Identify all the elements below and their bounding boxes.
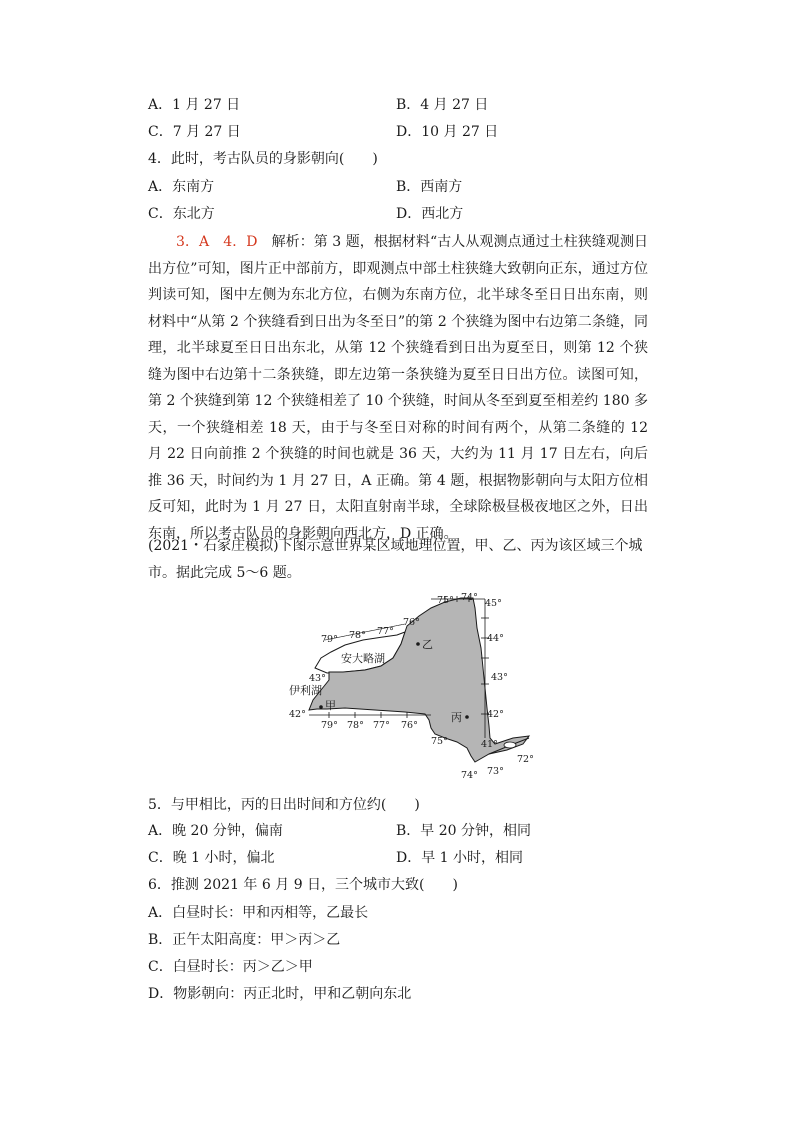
region-map (285, 588, 535, 780)
upper-lon-label: 77° (377, 626, 394, 637)
question-group-intro (148, 533, 648, 587)
upper-lon-label: 79° (321, 634, 338, 645)
bottom-lon-label: 74° (461, 770, 478, 780)
right-lat-label: 43° (491, 672, 508, 683)
q3-option-c: C．7 月 27 日 (148, 124, 241, 140)
city-jia-dot (319, 705, 323, 709)
city-bing-dot (465, 715, 469, 719)
q6-option-d: D．物影朝向：丙正北时，甲和乙朝向东北 (148, 986, 412, 1002)
upper-lon-label: 78° (349, 630, 366, 641)
q3-option-a: A．1 月 27 日 (148, 97, 241, 113)
lake-erie-label: 伊利湖 (289, 684, 322, 697)
q5-option-d: D．早 1 小时，相同 (396, 850, 524, 866)
q5-option-c: C．晚 1 小时，偏北 (148, 850, 275, 866)
answer-key: 3．A 4．D (176, 234, 258, 250)
city-jia-label: 甲 (325, 699, 336, 712)
bottom-lon-label: 72° (517, 754, 534, 765)
bottom-lon-label: 79° (321, 720, 338, 731)
left-lat-label: 43° (309, 673, 326, 684)
q5-stem: 5．与甲相比，丙的日出时间和方位约( ) (148, 797, 420, 813)
city-bing-label: 丙 (451, 711, 462, 724)
bottom-lon-label: 76° (401, 720, 418, 731)
bottom-lon-label: 73° (487, 766, 504, 777)
q4-stem: 4．此时，考古队员的身影朝向( ) (148, 151, 378, 167)
q3-option-d: D．10 月 27 日 (396, 124, 499, 140)
top-lon-label: 75° (437, 595, 454, 606)
city-yi-dot (416, 642, 420, 646)
q5-option-b: B．早 20 分钟，相同 (396, 823, 532, 839)
q6-option-b: B．正午太阳高度：甲＞丙＞乙 (148, 932, 341, 948)
explanation-text: 解析：第 3 题，根据材料“古人从观测点通过土柱狭缝观测日出方位”可知，图片正中部前方，即观测点中部土柱狭缝大致朝向正东，通过方位判读可知，图中左侧为东北方位，右侧为东南方位，北半球冬至日日出东南，则材料中“从第 2 个狭缝看到日出为冬至日”的第 2 个狭缝为图中右边第二条缝，同理，北半球夏至日日出东北，从第 12 个狭缝看到日出为夏至日，则第 12 个狭缝为图中右边第十二条狭缝，即左边第一条狭缝为夏至日日出方位。读图可知，第 2 个狭缝到第 12 个狭缝相差了 10 个狭缝，时间从冬至到夏至相差约 180 多天，一个狭缝相差 18 天，由于与冬至日对称的时间有两个，从第二条缝的 12 月 22 日向前推 2 个狭缝的时间也就是 36 天，大约为 11 月 17 日左右，向后推 36 天，时间约为 1 月 27 日，A 正确。第 4 题，根据物影朝向与太阳方位相反可知，此时为 1 月 27 日，太阳直射南半球，全球除极昼极夜地区之外，日出东南，所以考古队员的身影朝向西北方，D 正确。 (148, 234, 649, 542)
q4-option-d: D．西北方 (396, 206, 464, 222)
q6-option-a: A．白昼时长：甲和丙相等，乙最长 (148, 905, 369, 921)
q4-option-b: B．西南方 (396, 179, 463, 195)
top-lon-label: 74° (461, 592, 478, 603)
lake-ontario-label: 安大略湖 (341, 652, 385, 665)
right-lat-label: 45° (485, 598, 502, 609)
q6-option-c: C．白昼时长：丙＞乙＞甲 (148, 959, 313, 975)
bottom-lon-label: 78° (347, 720, 364, 731)
bay-shape (504, 742, 516, 748)
right-lat-label: 44° (487, 633, 504, 644)
city-yi-label: 乙 (422, 638, 433, 651)
explanation-paragraph (148, 229, 648, 547)
q5-option-a: A．晚 20 分钟，偏南 (148, 823, 283, 839)
q3-option-b: B．4 月 27 日 (396, 97, 489, 113)
upper-lon-label: 76° (403, 617, 420, 628)
bottom-lon-label: 75° (431, 736, 448, 747)
right-lat-label: 41° (481, 739, 498, 750)
bottom-lon-label: 77° (373, 720, 390, 731)
intro-text: (2021・石家庄模拟)下图示意世界某区域地理位置，甲、乙、丙为该区域三个城市。据此完成 5～6 题。 (148, 538, 643, 581)
q4-option-c: C．东北方 (148, 206, 215, 222)
q6-stem: 6．推测 2021 年 6 月 9 日，三个城市大致( ) (148, 877, 458, 893)
q4-option-a: A．东南方 (148, 179, 215, 195)
right-lat-label: 42° (487, 709, 504, 720)
left-lat-label: 42° (289, 709, 306, 720)
